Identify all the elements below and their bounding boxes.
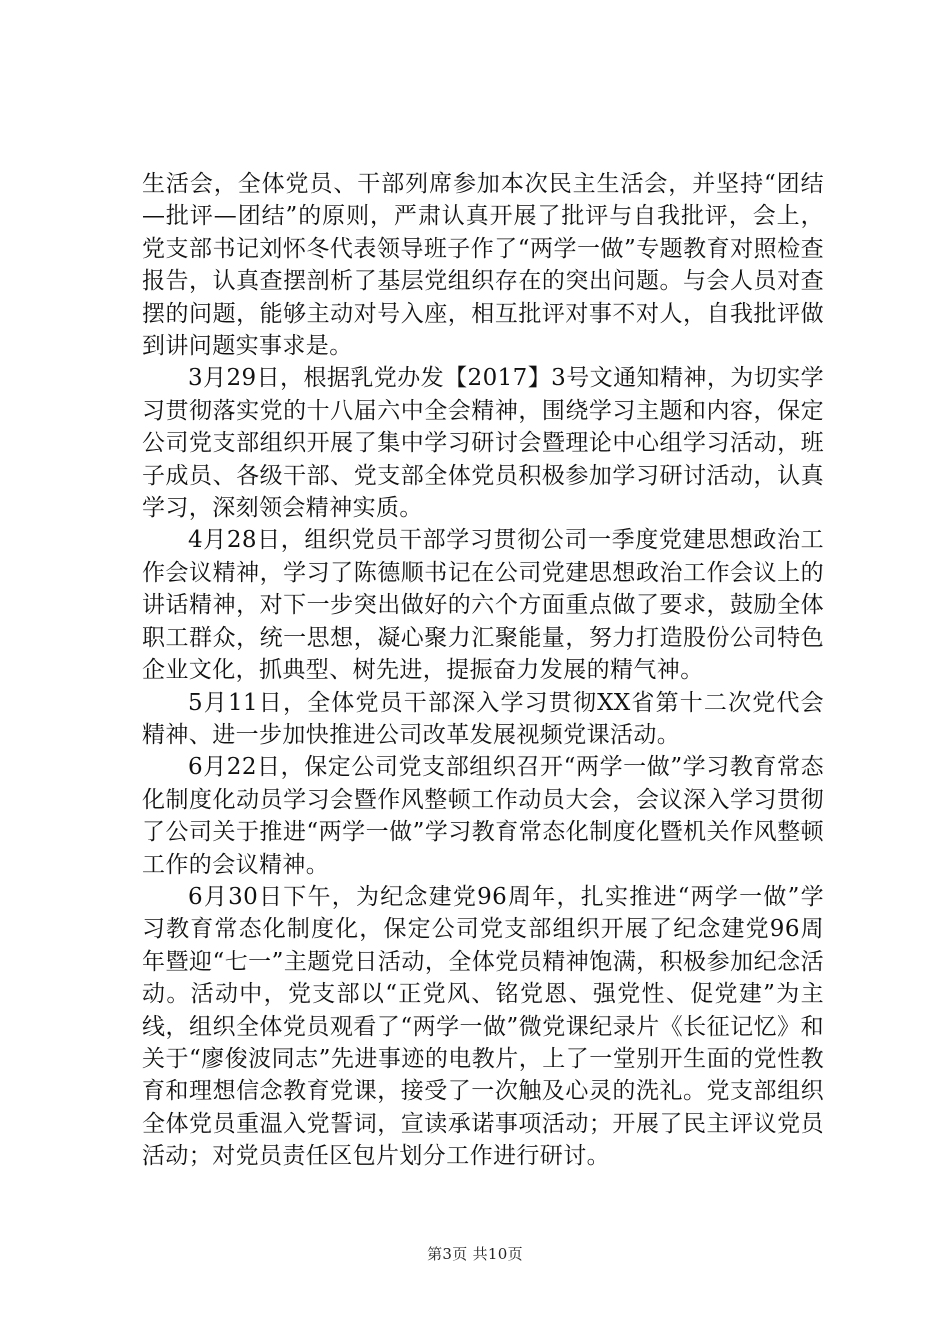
paragraph-june-30: 6月30日下午，为纪念建党96周年，扎实推进“两学一做”学习教育常态化制度化，保定公司党支部组织开展了纪念建党96周年暨迎“七一”主题党日活动，全体党员精神饱满，积极参加纪念活动。活动中，党支部以“正党风、铭党恩、强党性、促党建”为主线，组织全体党员观看了“两学一做”微党课纪录片《长征记忆》和关于“廖俊波同志”先进事迹的电教片，上了一堂别开生面的党性教育和理想信念教育党课，接受了一次触及心灵的洗礼。党支部组织全体党员重温入党誓词，宣读承诺事项活动；开展了民主评议党员活动；对党员责任区包片划分工作进行研讨。 bbox=[142, 883, 824, 1170]
paragraph-june-22: 6月22日，保定公司党支部组织召开“两学一做”学习教育常态化制度化动员学习会暨作风整顿工作动员大会，会议深入学习贯彻了公司关于推进“两学一做”学习教育常态化制度化暨机关作风整顿工作的会议精神。 bbox=[142, 754, 824, 878]
paragraph-march-29: 3月29日，根据乳党办发【2017】3号文通知精神，为切实学习贯彻落实党的十八届六中全会精神，围绕学习主题和内容，保定公司党支部组织开展了集中学习研讨会暨理论中心组学习活动，班子成员、各级干部、党支部全体党员积极参加学习研讨活动，认真学习，深刻领会精神实质。 bbox=[142, 365, 824, 522]
paragraph-april-28: 4月28日，组织党员干部学习贯彻公司一季度党建思想政治工作会议精神，学习了陈德顺书记在公司党建思想政治工作会议上的讲话精神，对下一步突出做好的六个方面重点做了要求，鼓励全体职工群众，统一思想，凝心聚力汇聚能量，努力打造股份公司特色企业文化，抓典型、树先进，提振奋力发展的精气神。 bbox=[142, 527, 824, 684]
page-footer: 第3页 共10页 bbox=[427, 1245, 523, 1263]
paragraph-may-11: 5月11日，全体党员干部深入学习贯彻XX省第十二次党代会精神、进一步加快推进公司改革发展视频党课活动。 bbox=[142, 689, 824, 748]
paragraph-continuation: 生活会，全体党员、干部列席参加本次民主生活会，并坚持“团结—批评—团结”的原则，严肃认真开展了批评与自我批评，会上，党支部书记刘怀冬代表领导班子作了“两学一做”专题教育对照检查报告，认真查摆剖析了基层党组织存在的突出问题。与会人员对查摆的问题，能够主动对号入座，相互批评对事不对人，自我批评做到讲问题实事求是。 bbox=[142, 171, 824, 360]
document-body bbox=[142, 168, 824, 1173]
